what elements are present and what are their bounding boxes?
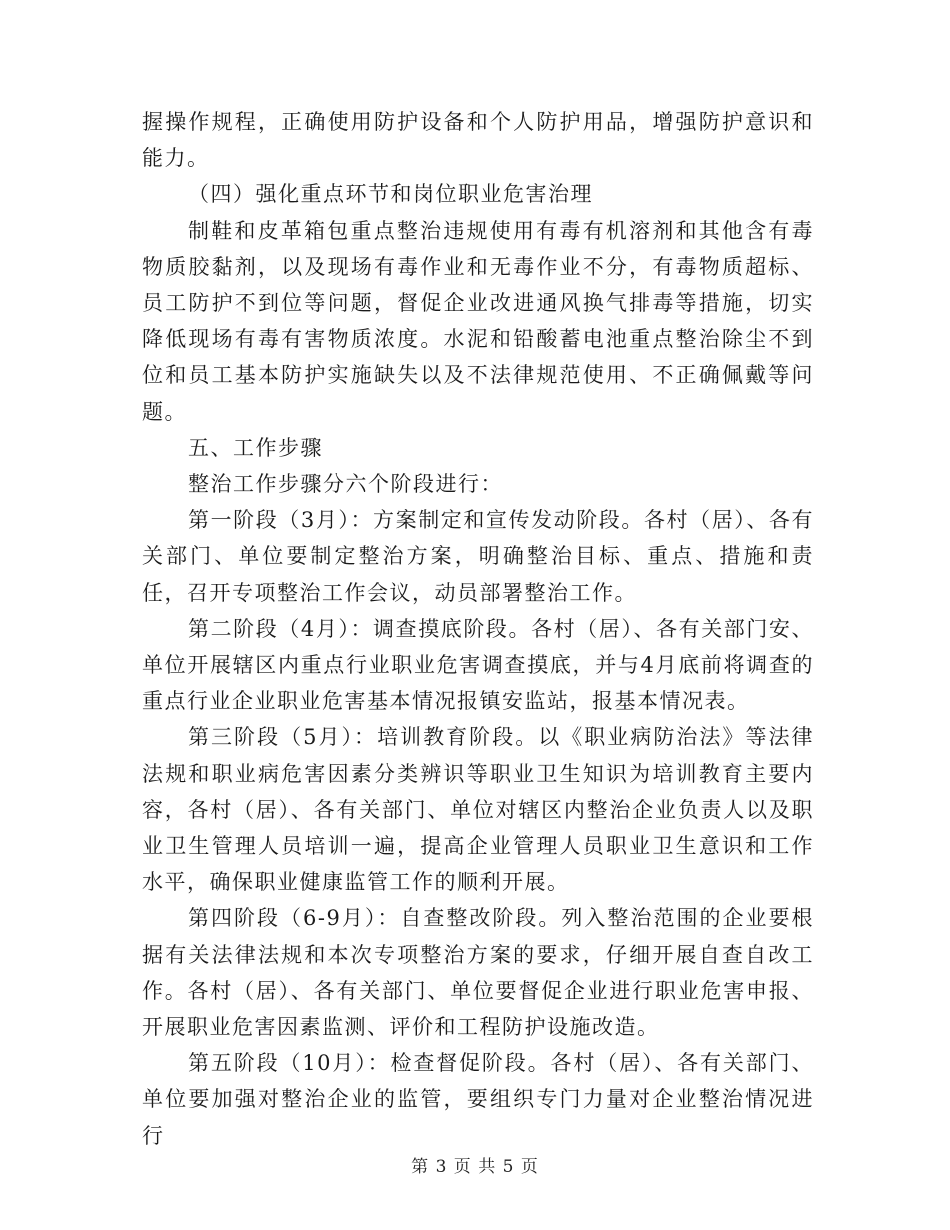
paragraph: 第五阶段（10月）：检查督促阶段。各村（居）、各有关部门、单位要加强对整治企业的监管，要组织专门力量对企业整治情况进行 (142, 1051, 814, 1148)
paragraph: 第四阶段（6-9月）：自查整改阶段。列入整治范围的企业要根据有关法律法规和本次专项整治方案的要求，仔细开展自查自改工作。各村（居）、各有关部门、单位要督促企业进行职业危害申报、开展职业危害因素监测、评价和工程防护设施改造。 (142, 906, 814, 1040)
paragraph: 第三阶段（5月）：培训教育阶段。以《职业病防治法》等法律法规和职业病危害因素分类辨识等职业卫生知识为培训教育主要内容，各村（居）、各有关部门、单位对辖区内整治企业负责人以及职业卫生管理人员培训一遍，提高企业管理人员职业卫生意识和工作水平，确保职业健康监管工作的顺利开展。 (142, 725, 814, 895)
paragraph: 制鞋和皮革箱包重点整治违规使用有毒有机溶剂和其他含有毒物质胶黏剂，以及现场有毒作业和无毒作业不分，有毒物质超标、员工防护不到位等问题，督促企业改进通风换气排毒等措施，切实降低现场有毒有害物质浓度。水泥和铅酸蓄电池重点整治除尘不到位和员工基本防护实施缺失以及不法律规范使用、不正确佩戴等问题。 (142, 218, 814, 424)
section-heading: （四）强化重点环节和岗位职业危害治理 (188, 182, 593, 207)
paragraph: 第一阶段（3月）：方案制定和宣传发动阶段。各村（居）、各有关部门、单位要制定整治方案，明确整治目标、重点、措施和责任，召开专项整治工作会议，动员部署整治工作。 (142, 508, 814, 605)
page-number-footer: 第 3 页 共 5 页 (411, 1157, 539, 1177)
section-heading: 五、工作步骤 (188, 435, 323, 460)
paragraph: 整治工作步骤分六个阶段进行： (188, 472, 503, 497)
paragraph: 握操作规程，正确使用防护设备和个人防护用品，增强防护意识和能力。 (142, 110, 814, 171)
document-body (142, 104, 814, 1154)
paragraph: 第二阶段（4月）：调查摸底阶段。各村（居）、各有关部门安、单位开展辖区内重点行业职业危害调查摸底，并与4月底前将调查的重点行业企业职业危害基本情况报镇安监站，报基本情况表。 (142, 616, 814, 714)
